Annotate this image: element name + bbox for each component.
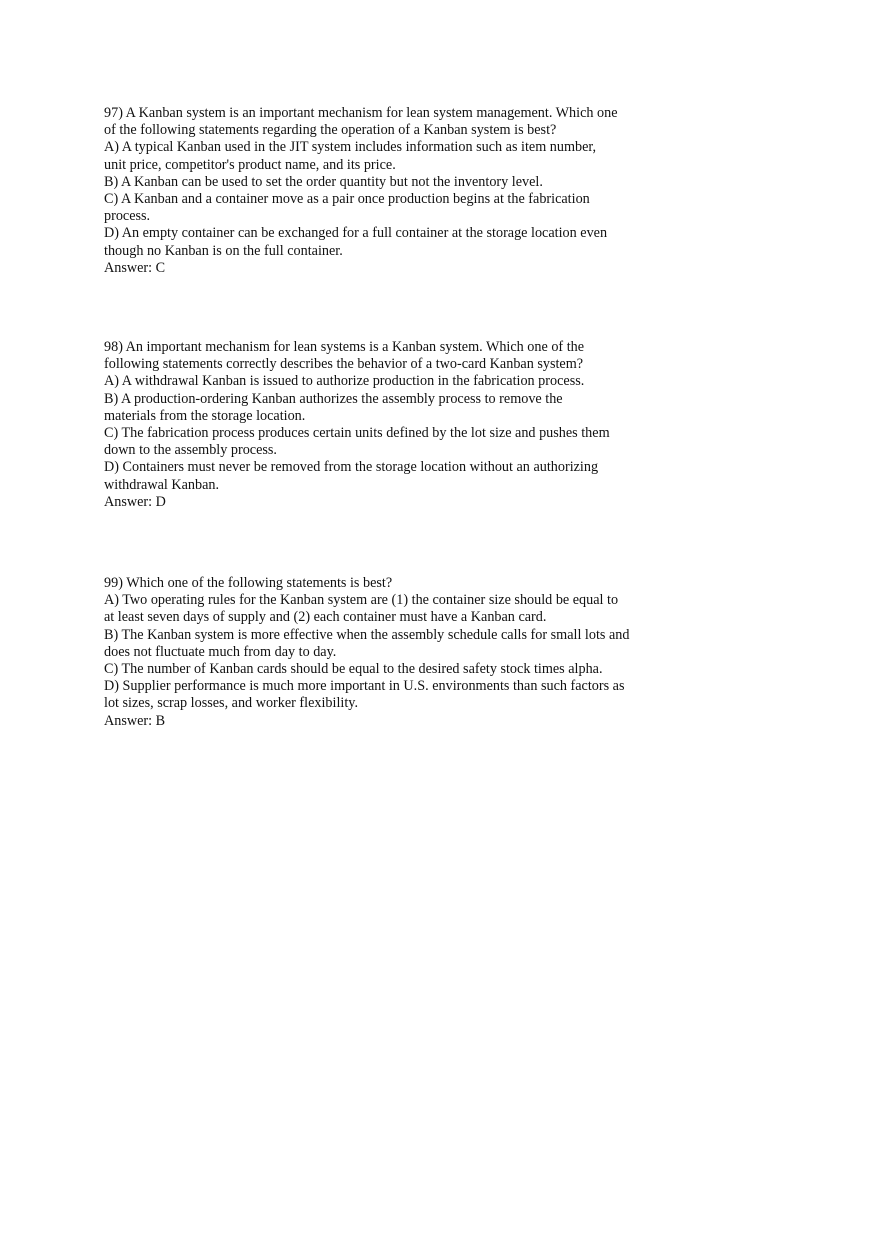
- question-99: [104, 575, 664, 730]
- option-d-line: lot sizes, scrap losses, and worker flexibility.: [104, 695, 359, 712]
- option-b-line: does not fluctuate much from day to day.: [104, 643, 337, 660]
- option-d-line: D) Containers must never be removed from the storage location without an authorizing: [104, 459, 599, 476]
- option-c-line: C) The fabrication process produces certain units defined by the lot size and pushes them: [104, 425, 610, 442]
- option-b-line: materials from the storage location.: [104, 407, 306, 424]
- question-stem-line: 97) A Kanban system is an important mechanism for lean system management. Which one: [104, 105, 618, 121]
- question-stem-line: 98) An important mechanism for lean systems is a Kanban system. Which one of the: [104, 339, 585, 355]
- option-a-line: A) Two operating rules for the Kanban system are (1) the container size should be equal to: [104, 592, 619, 609]
- option-b-line: B) The Kanban system is more effective when the assembly schedule calls for small lots and: [104, 626, 630, 643]
- option-c-line: process.: [104, 208, 151, 225]
- option-a-line: A) A withdrawal Kanban is issued to authorize production in the fabrication process.: [104, 373, 585, 390]
- answer-line: Answer: B: [104, 712, 166, 729]
- option-a-line: A) A typical Kanban used in the JIT system includes information such as item number,: [104, 139, 597, 156]
- option-c-line: C) A Kanban and a container move as a pair once production begins at the fabrication: [104, 191, 590, 208]
- option-b-line: B) A production-ordering Kanban authorizes the assembly process to remove the: [104, 390, 563, 407]
- option-a-line: at least seven days of supply and (2) each container must have a Kanban card.: [104, 609, 547, 626]
- option-c-line: C) The number of Kanban cards should be equal to the desired safety stock times alpha.: [104, 661, 603, 678]
- option-d-line: though no Kanban is on the full container.: [104, 242, 343, 259]
- answer-line: Answer: C: [104, 259, 166, 276]
- answer-line: Answer: D: [104, 493, 166, 510]
- question-stem-line: 99) Which one of the following statements is best?: [104, 575, 393, 591]
- option-d-line: withdrawal Kanban.: [104, 476, 220, 493]
- option-d-line: D) An empty container can be exchanged for a full container at the storage location even: [104, 225, 608, 242]
- option-d-line: D) Supplier performance is much more important in U.S. environments than such factors as: [104, 678, 625, 695]
- question-stem-line: following statements correctly describes the behavior of a two-card Kanban system?: [104, 356, 584, 373]
- question-stem-line: of the following statements regarding the operation of a Kanban system is best?: [104, 122, 557, 139]
- option-b-line: B) A Kanban can be used to set the order quantity but not the inventory level.: [104, 173, 543, 190]
- option-a-line: unit price, competitor's product name, and its price.: [104, 156, 396, 173]
- option-c-line: down to the assembly process.: [104, 442, 277, 459]
- question-98: [104, 339, 664, 511]
- question-97: [104, 105, 664, 277]
